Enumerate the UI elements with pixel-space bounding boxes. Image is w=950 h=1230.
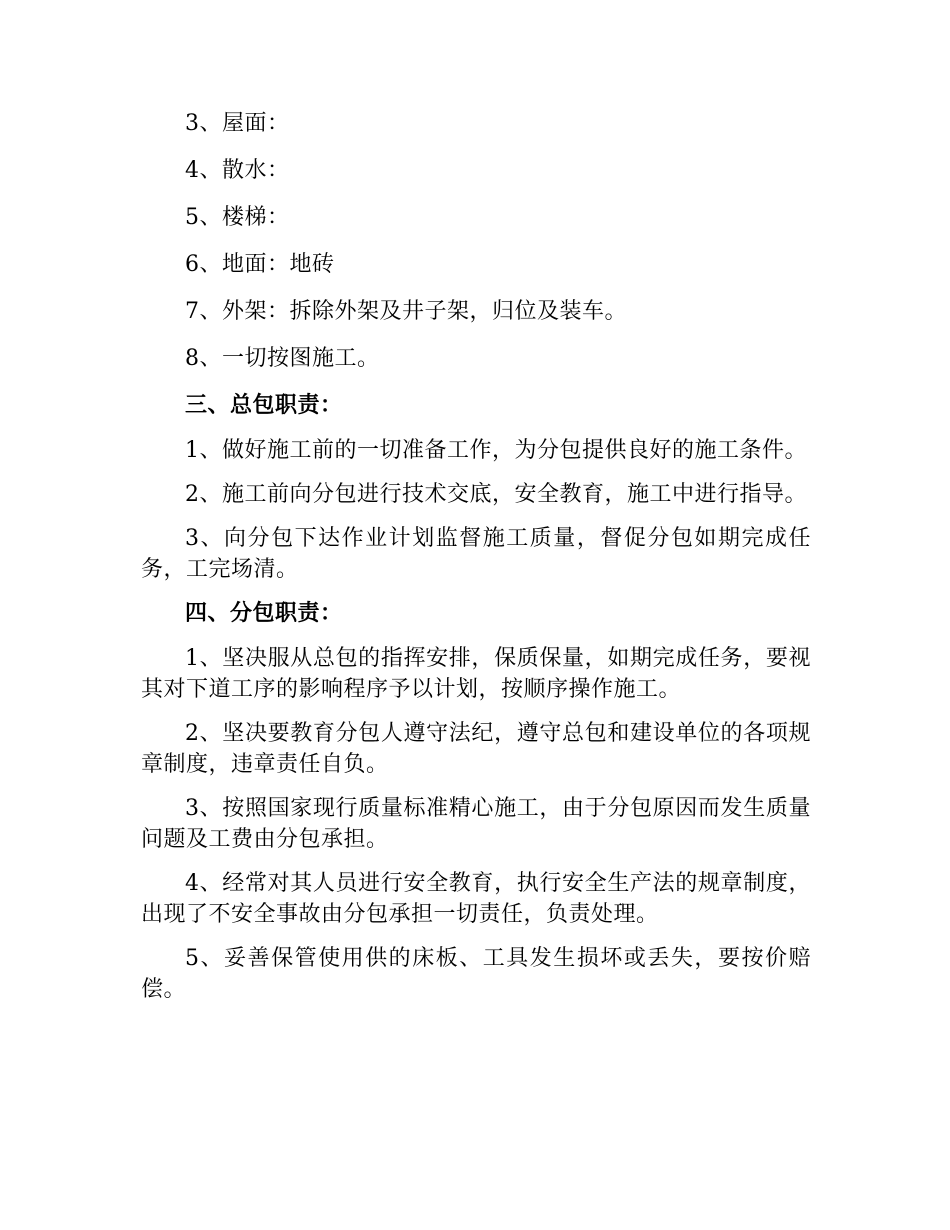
document-body: [141, 108, 811, 1018]
paragraph: 1、做好施工前的一切准备工作，为分包提供良好的施工条件。: [185, 438, 807, 463]
paragraph: 2、坚决要教育分包人遵守法纪，遵守总包和建设单位的各项规章制度，违章责任自负。: [141, 721, 811, 777]
paragraph: 4、经常对其人员进行安全教育，执行安全生产法的规章制度，出现了不安全事故由分包承担一切责任，负责处理。: [141, 871, 811, 927]
paragraph: 2、施工前向分包进行技术交底，安全教育，施工中进行指导。: [185, 482, 807, 507]
list-item-apron: 4、散水：: [185, 158, 290, 183]
list-item-stairs: 5、楼梯：: [185, 205, 290, 230]
paragraph: 3、按照国家现行质量标准精心施工，由于分包原因而发生质量问题及工费由分包承担。: [141, 796, 811, 852]
paragraph: 1、坚决服从总包的指挥安排，保质保量，如期完成任务，要视其对下道工序的影响程序予以计划，按顺序操作施工。: [141, 646, 811, 702]
paragraph: 5、妥善保管使用供的床板、工具发生损坏或丢失，要按价赔偿。: [141, 946, 811, 1002]
list-item-floor: 6、地面：地砖: [185, 252, 335, 277]
section-heading-general-contractor: 三、总包职责：: [185, 392, 343, 418]
list-item-roof: 3、屋面：: [185, 111, 290, 136]
list-item-scaffold: 7、外架：拆除外架及井子架，归位及装车。: [185, 299, 627, 324]
list-item-drawings: 8、一切按图施工。: [185, 346, 380, 371]
section-heading-subcontractor: 四、分包职责：: [185, 600, 343, 626]
paragraph: 3、向分包下达作业计划监督施工质量，督促分包如期完成任务，工完场清。: [141, 526, 811, 582]
